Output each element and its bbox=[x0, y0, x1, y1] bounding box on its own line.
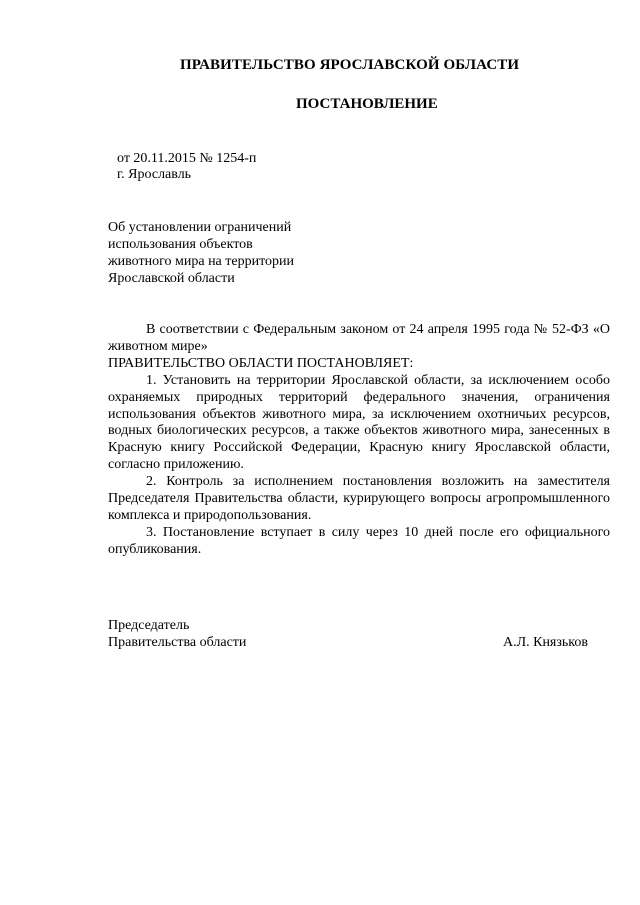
signature-row bbox=[108, 634, 588, 651]
signatory-title-line1: Председатель bbox=[108, 618, 190, 633]
signature-block bbox=[108, 617, 588, 651]
signatory-name: А.Л. Князьков bbox=[503, 635, 588, 650]
subject-line: Об установлении ограничений bbox=[108, 220, 292, 235]
document-subject bbox=[108, 219, 294, 287]
subject-line: Ярославской области bbox=[108, 271, 235, 286]
document-type-title: ПОСТАНОВЛЕНИЕ bbox=[296, 96, 438, 112]
date-number: от 20.11.2015 № 1254-п bbox=[117, 151, 257, 166]
document-body bbox=[108, 322, 610, 559]
subject-line: животного мира на территории bbox=[108, 254, 295, 269]
city: г. Ярославль bbox=[117, 167, 192, 182]
item-paragraph: 3. Постановление вступает в силу через 10 дней после его официального опубликования. bbox=[108, 524, 610, 557]
organization-title: ПРАВИТЕЛЬСТВО ЯРОСЛАВСКОЙ ОБЛАСТИ bbox=[180, 57, 520, 73]
signatory-title-line2: Правительства области bbox=[108, 635, 247, 650]
preamble-paragraph: В соответствии с Федеральным законом от 24 апреля 1995 года № 52-ФЗ «О животном мире» bbox=[108, 322, 610, 354]
item-paragraph: 2. Контроль за исполнением постановления возложить на заместителя Председателя Правительства области, курирующего вопросы агропромышленного комплекса и природопользования. bbox=[108, 474, 610, 523]
decree-statement: ПРАВИТЕЛЬСТВО ОБЛАСТИ ПОСТАНОВЛЯЕТ: bbox=[108, 355, 414, 371]
document-meta bbox=[117, 151, 256, 183]
subject-line: использования объектов bbox=[108, 237, 253, 252]
item-paragraph: 1. Установить на территории Ярославской области, за исключением особо охраняемых природных территорий федерального значения, ограничения использования объектов животного мира, за исключением охотничьих ресурсов, водных биологических ресурсов, а также объектов животного мира, занесенных в Красную книгу Российской Федерации, Красную книгу Ярославской области, согласно приложению. bbox=[108, 372, 610, 473]
